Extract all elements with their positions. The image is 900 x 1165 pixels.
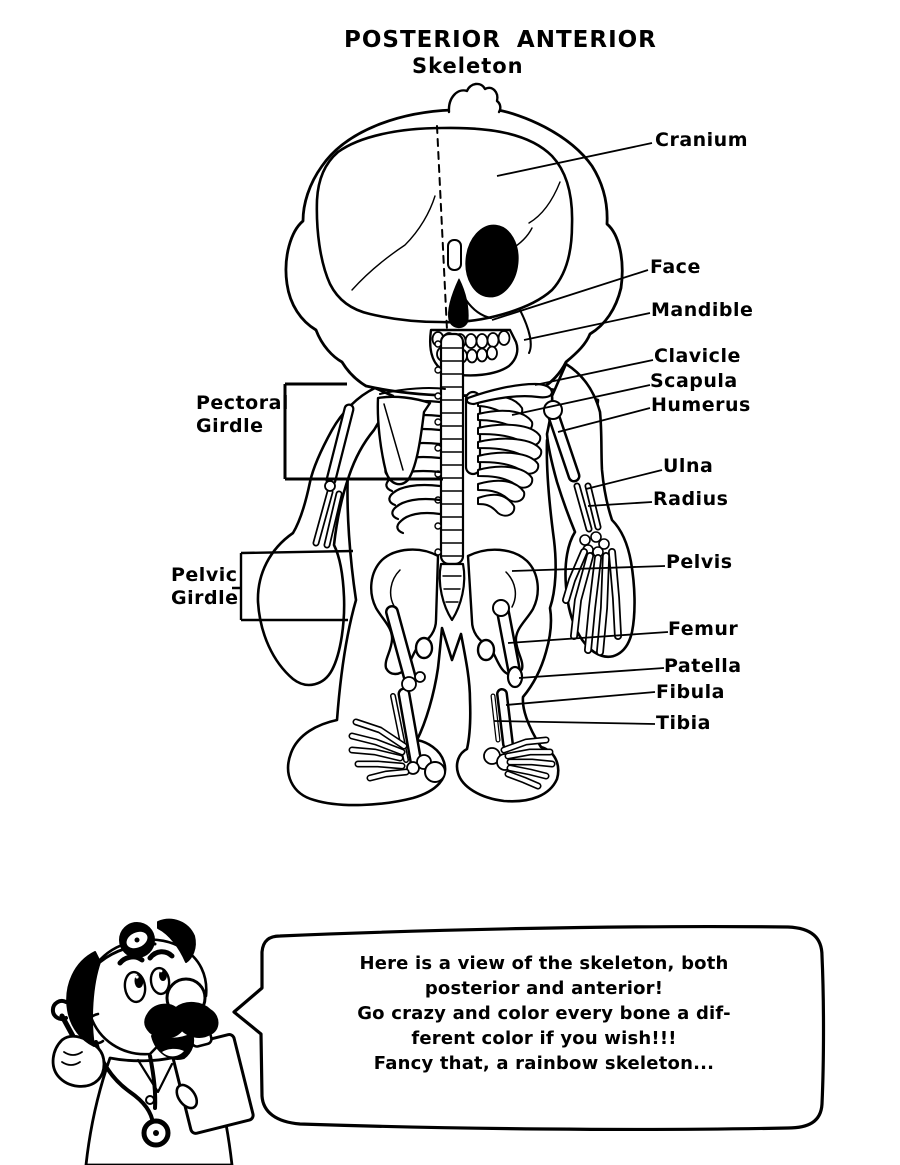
label-clavicle: Clavicle bbox=[654, 345, 741, 367]
skeleton-figure bbox=[258, 84, 635, 805]
pelvic-line-2: Girdle bbox=[171, 587, 239, 609]
nasal-bone bbox=[448, 240, 461, 270]
label-humerus: Humerus bbox=[651, 394, 751, 416]
hair-tuft bbox=[449, 84, 500, 112]
label-femur: Femur bbox=[668, 618, 739, 640]
label-tibia: Tibia bbox=[656, 712, 711, 734]
head-mirror bbox=[120, 923, 154, 957]
label-scapula: Scapula bbox=[650, 370, 738, 392]
label-mandible: Mandible bbox=[651, 299, 754, 321]
pelvic-line-1: Pelvic bbox=[171, 564, 238, 586]
patella-bone bbox=[508, 667, 522, 687]
bubble-line-5: Fancy that, a rainbow skeleton... bbox=[373, 1053, 715, 1074]
doctor-mustache bbox=[145, 1003, 217, 1038]
title-anterior: ANTERIOR bbox=[516, 27, 657, 53]
pectoral-line-2: Girdle bbox=[196, 415, 264, 437]
title-posterior: POSTERIOR bbox=[344, 27, 501, 53]
pectoral-line-1: Pectoral bbox=[196, 392, 289, 414]
doctor-illustration bbox=[53, 920, 254, 1165]
label-cranium: Cranium bbox=[655, 129, 748, 151]
humerus-head bbox=[544, 401, 562, 419]
page-title bbox=[344, 27, 657, 53]
bubble-line-3: Go crazy and color every bone a dif- bbox=[357, 1003, 731, 1024]
speech-bubble-text bbox=[283, 951, 805, 1076]
label-patella: Patella bbox=[664, 655, 742, 677]
leader-fibula bbox=[506, 692, 655, 705]
label-ulna: Ulna bbox=[663, 455, 714, 477]
femur-head bbox=[493, 600, 509, 616]
bubble-line-1: Here is a view of the skeleton, both bbox=[359, 953, 729, 974]
label-pectoral-girdle bbox=[196, 392, 289, 438]
bubble-line-4: ferent color if you wish!!! bbox=[411, 1028, 677, 1049]
skull bbox=[317, 128, 572, 322]
label-face: Face bbox=[650, 256, 701, 278]
bubble-line-2: posterior and anterior! bbox=[424, 978, 664, 999]
label-fibula: Fibula bbox=[656, 681, 725, 703]
label-pelvis: Pelvis bbox=[666, 551, 733, 573]
label-pelvic-girdle bbox=[171, 564, 238, 610]
page-subtitle: Skeleton bbox=[412, 54, 524, 78]
label-radius: Radius bbox=[653, 488, 729, 510]
